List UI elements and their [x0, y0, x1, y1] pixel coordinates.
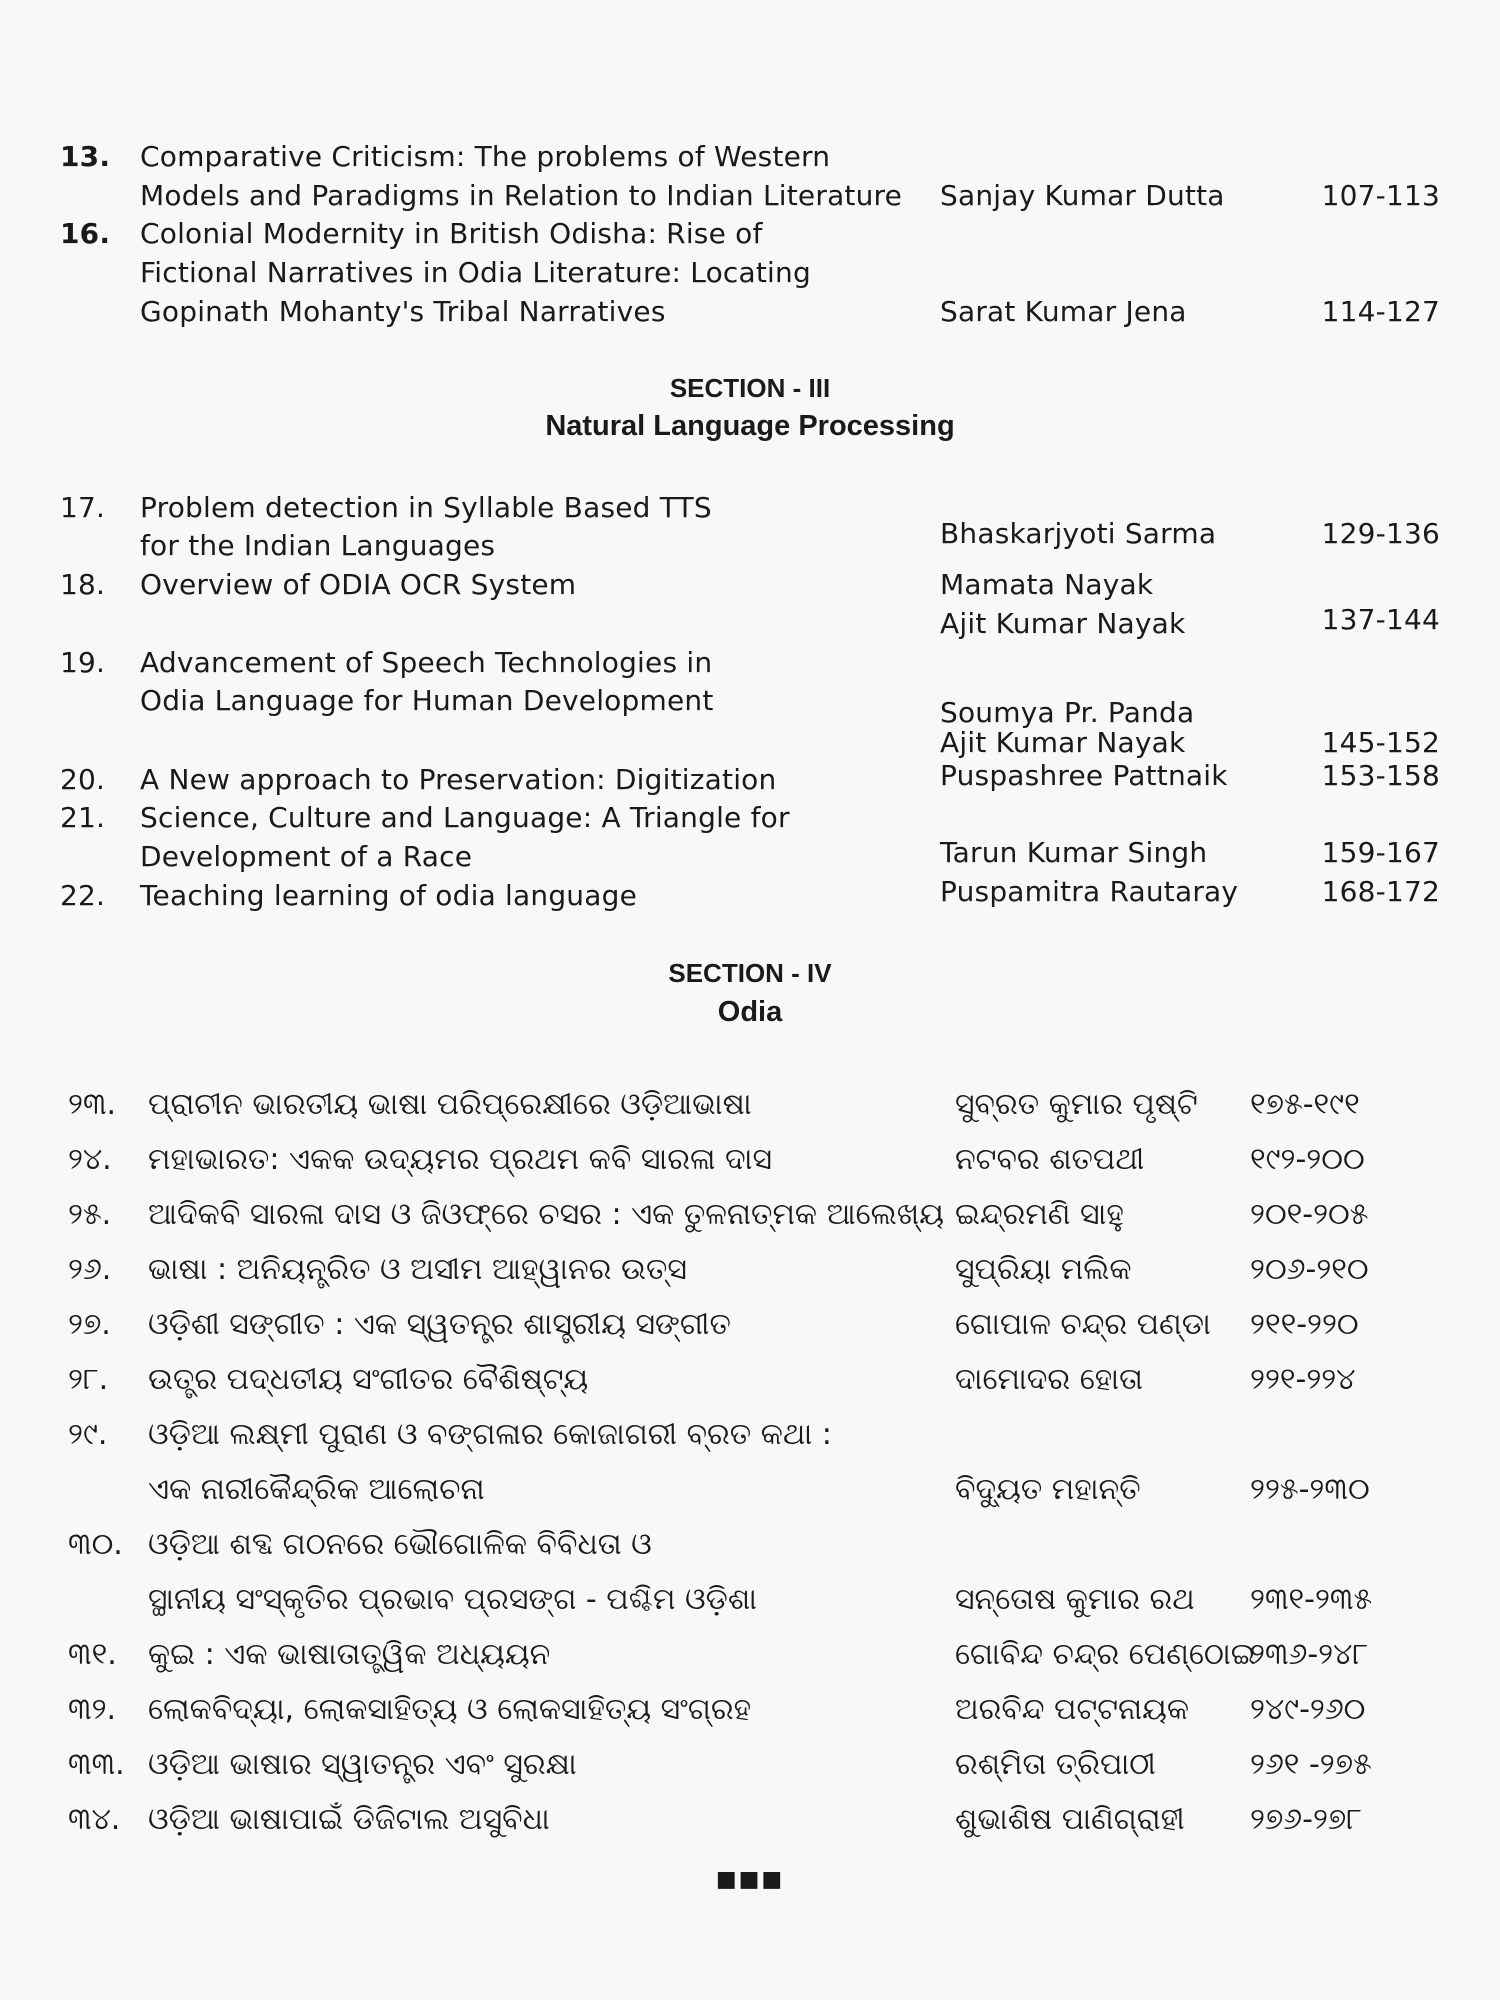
entry-author: Ajit Kumar Nayak [940, 607, 1186, 640]
entry-author: ସୁପ୍ରିୟା ମଲିକ [955, 1252, 1132, 1287]
entry-pages: ୨୧୧-୨୨୦ [1250, 1307, 1359, 1342]
entry-title-line: Models and Paradigms in Relation to Indian Literature [140, 179, 903, 212]
toc-entry-23 [0, 1085, 1500, 1125]
entry-title-line: ପ୍ରାଚୀନ ଭାରତୀୟ ଭାଷା ପରିପ୍ରେକ୍ଷୀରେ ଓଡ଼ିଆଭାଷା [148, 1087, 752, 1122]
entry-title-line: ଉତ୍ତ୍ର ପଦ୍ଧତୀୟ ସଂଗୀତର ବୈଶିଷ୍ଟ୍ୟ [148, 1362, 589, 1397]
toc-entry-17-line-2 [0, 517, 1500, 566]
toc-entry-17 [0, 488, 1500, 528]
entry-number: 20. [60, 763, 106, 796]
entry-author: ଇନ୍ଦ୍ରମଣି ସାହୁ [955, 1197, 1124, 1232]
entry-number: 21. [60, 801, 106, 834]
entry-title-line: Colonial Modernity in British Odisha: Rise of [140, 217, 763, 250]
entry-number: 22. [60, 879, 106, 912]
toc-entry-22 [0, 876, 1500, 916]
entry-title-line: Odia Language for Human Development [140, 684, 714, 717]
entry-pages: 153-158 [1321, 759, 1440, 792]
entry-title-line: କୁଇ : ଏକ ଭାଷାତାତ୍ତ୍ୱିକ ଅଧ୍ୟୟନ [148, 1637, 551, 1672]
toc-entry-18-line-2 [0, 604, 1500, 644]
entry-title-line: Development of a Race [140, 840, 473, 873]
entry-title-line: ଓଡ଼ିଆ ଶବ୍ଦ ଗଠନରେ ଭୌଗୋଳିକ ବିବିଧତା ଓ [148, 1527, 652, 1562]
entry-pages: ୨୩୬-୨୪୮ [1250, 1637, 1369, 1672]
section-4-label: SECTION - IV [668, 958, 832, 988]
section-3-label: SECTION - III [669, 373, 831, 403]
toc-entry-16-line-3 [0, 292, 1500, 332]
entry-title-line: ଓଡ଼ିଶୀ ସଙ୍ଗୀତ : ଏକ ସ୍ୱତନ୍ତ୍ର ଶାସ୍ତ୍ରୀୟ ସଙ୍ଗୀତ [148, 1307, 731, 1342]
entry-title-line: ଓଡ଼ିଆ ଭାଷାପାଇଁ ଡିଜିଟାଲ ଅସୁବିଧା [148, 1802, 550, 1837]
end-of-contents-mark: ■■■ [715, 1867, 785, 1892]
section-4-title: Odia [717, 996, 783, 1028]
entry-number: 16. [60, 217, 111, 250]
entry-number: ୨୫. [68, 1197, 112, 1232]
entry-author: ନଟବର ଶତପଥୀ [955, 1142, 1145, 1177]
toc-entry-25 [0, 1195, 1500, 1235]
toc-entry-32 [0, 1690, 1500, 1730]
entry-pages: 168-172 [1321, 875, 1440, 908]
toc-entry-16 [0, 214, 1500, 254]
entry-pages: 107-113 [1321, 179, 1440, 212]
entry-number: ୨୮. [68, 1362, 109, 1397]
entry-author: ଅରବିନ୍ଦ ପଟ୍ଟନାୟକ [955, 1692, 1190, 1727]
entry-author: Sarat Kumar Jena [940, 295, 1187, 328]
entry-author: Tarun Kumar Singh [940, 836, 1208, 869]
entry-number: ୩୨. [68, 1692, 117, 1727]
entry-number: 19. [60, 646, 106, 679]
entry-title-line: Overview of ODIA OCR System [140, 568, 577, 601]
entry-title-line: for the Indian Languages [140, 529, 496, 562]
entry-title-line: Science, Culture and Language: A Triangle for [140, 801, 790, 834]
entry-title-line: ଆଦିକବି ସାରଳା ଦାସ ଓ ଜିଓଫ୍ରେ ଚସର : ଏକ ତୁଳନାତ୍ମକ ଆଲେଖ୍ୟ [148, 1197, 944, 1232]
entry-author: Puspashree Pattnaik [940, 759, 1228, 792]
toc-entry-19-line-3 [0, 723, 1500, 763]
entry-number: ୨୬. [68, 1252, 112, 1287]
entry-author: ଗୋପାଳ ଚନ୍ଦ୍ର ପଣ୍ଡା [955, 1307, 1211, 1342]
toc-entry-24 [0, 1140, 1500, 1180]
toc-entry-33 [0, 1745, 1500, 1785]
toc-entry-21-line-2 [0, 837, 1500, 877]
section-3-title: Natural Language Processing [545, 410, 955, 442]
entry-pages: ୨୦୧-୨୦୫ [1250, 1197, 1369, 1232]
entry-author: Sanjay Kumar Dutta [940, 179, 1225, 212]
entry-author: ଦାମୋଦର ହୋତା [955, 1362, 1143, 1397]
entry-number: ୩୪. [68, 1802, 121, 1837]
toc-entry-30-line-2 [0, 1580, 1500, 1620]
toc-entry-34 [0, 1800, 1500, 1840]
entry-author: ବିଦ୍ୟୁତ ମହାନ୍ତି [955, 1472, 1141, 1507]
entry-author: ଶୁଭାଶିଷ ପାଣିଗ୍ରାହୀ [955, 1802, 1185, 1837]
entry-title-line: ଏକ ନାରୀକୈନ୍ଦ୍ରିକ ଆଲୋଚନା [148, 1472, 485, 1507]
toc-entry-28 [0, 1360, 1500, 1400]
toc-entry-19 [0, 643, 1500, 683]
toc-entry-20 [0, 760, 1500, 800]
entry-title-line: Advancement of Speech Technologies in [140, 646, 713, 679]
entry-title-line: ଲୋକବିଦ୍ୟା, ଲୋକସାହିତ୍ୟ ଓ ଲୋକସାହିତ୍ୟ ସଂଗ୍ରହ [148, 1692, 752, 1727]
entry-author: ସନ୍ତୋଷ କୁମାର ରଥ [955, 1582, 1195, 1617]
entry-pages: 114-127 [1321, 295, 1440, 328]
entry-number: ୨୭. [68, 1307, 111, 1342]
entry-number: ୨୪. [68, 1142, 112, 1177]
entry-number: ୨୩. [68, 1087, 117, 1122]
entry-pages: ୨୨୧-୨୨୪ [1250, 1362, 1356, 1397]
entry-title-line: ମହାଭାରତ: ଏକକ ଉଦ୍ୟମର ପ୍ରଥମ କବି ସାରଳା ଦାସ [148, 1142, 773, 1177]
entry-pages: 137-144 [1321, 603, 1440, 636]
entry-number: ୨୯. [68, 1417, 108, 1452]
toc-entry-29-line-2 [0, 1470, 1500, 1510]
toc-entry-30 [0, 1525, 1500, 1565]
toc-entry-13 [0, 137, 1500, 177]
entry-number: 17. [60, 491, 106, 524]
entry-title-line: ଓଡ଼ିଆ ଲକ୍ଷ୍ମୀ ପୁରାଣ ଓ ବଙ୍ଗଳାର କୋଜାଗରୀ ବ୍ରତ କଥା : [148, 1417, 832, 1452]
entry-title-line: Problem detection in Syllable Based TTS [140, 491, 712, 524]
entry-author: Bhaskarjyoti Sarma [940, 517, 1217, 550]
entry-number: ୩୩. [68, 1747, 125, 1782]
entry-author: Mamata Nayak [940, 568, 1154, 601]
entry-pages: ୧୭୫-୧୯୧ [1250, 1087, 1360, 1122]
entry-author: ରଶ୍ମିତା ତ୍ରିପାଠୀ [955, 1747, 1156, 1782]
entry-title-line: ଭାଷା : ଅନିୟନ୍ତ୍ରିତ ଓ ଅସୀମ ଆହ୍ୱାନର ଉତ୍ସ [148, 1252, 687, 1287]
entry-number: 18. [60, 568, 106, 601]
toc-entry-19-line-2 [0, 681, 1500, 729]
entry-title-line: ଓଡ଼ିଆ ଭାଷାର ସ୍ୱାତନ୍ତ୍ର ଏବଂ ସୁରକ୍ଷା [148, 1747, 577, 1782]
toc-entry-27 [0, 1305, 1500, 1345]
entry-number: ୩୧. [68, 1637, 117, 1672]
entry-pages: ୨୭୬-୨୭୮ [1250, 1802, 1362, 1837]
toc-entry-31 [0, 1635, 1500, 1675]
entry-author: ଗୋବିନ୍ଦ ଚନ୍ଦ୍ର ପେଣ୍ଠୋଇ [955, 1637, 1256, 1672]
entry-pages: ୧୯୨-୨୦୦ [1250, 1142, 1365, 1177]
entry-pages: ୨୪୯-୨୬୦ [1250, 1692, 1366, 1727]
entry-pages: 159-167 [1321, 836, 1440, 869]
toc-entry-18 [0, 565, 1500, 605]
entry-number: 13. [60, 140, 111, 173]
entry-pages: ୨୦୬-୨୧୦ [1250, 1252, 1369, 1287]
entry-author: Soumya Pr. Panda [940, 696, 1195, 729]
entry-title-line: Teaching learning of odia language [140, 879, 637, 912]
entry-pages: ୨୩୧-୨୩୫ [1250, 1582, 1373, 1617]
toc-entry-13-line-2 [0, 176, 1500, 216]
entry-author: Puspamitra Rautaray [940, 875, 1239, 908]
entry-pages: 145-152 [1321, 726, 1440, 759]
toc-entry-26 [0, 1250, 1500, 1290]
entry-title-line: ସ୍ଥାନୀୟ ସଂସ୍କୃତିର ପ୍ରଭାବ ପ୍ରସଙ୍ଗ - ପଶ୍ଚିମ ଓଡ଼ିଶା [148, 1582, 758, 1617]
entry-title-line: Comparative Criticism: The problems of Western [140, 140, 831, 173]
entry-pages: ୨୬୧ -୨୭୫ [1250, 1747, 1372, 1782]
entry-author: Ajit Kumar Nayak [940, 726, 1186, 759]
toc-entry-21 [0, 798, 1500, 838]
entry-title-line: Fictional Narratives in Odia Literature: Locating [140, 256, 811, 289]
entry-author: ସୁବ୍ରତ କୁମାର ପୃଷ୍ଟି [955, 1087, 1198, 1122]
entry-title-line: A New approach to Preservation: Digitization [140, 763, 777, 796]
toc-entry-29 [0, 1415, 1500, 1455]
entry-pages: ୨୨୫-୨୩୦ [1250, 1472, 1370, 1507]
entry-number: ୩୦. [68, 1527, 123, 1562]
toc-entry-16-line-2 [0, 253, 1500, 293]
entry-pages: 129-136 [1321, 517, 1440, 550]
entry-title-line: Gopinath Mohanty's Tribal Narratives [140, 295, 666, 328]
